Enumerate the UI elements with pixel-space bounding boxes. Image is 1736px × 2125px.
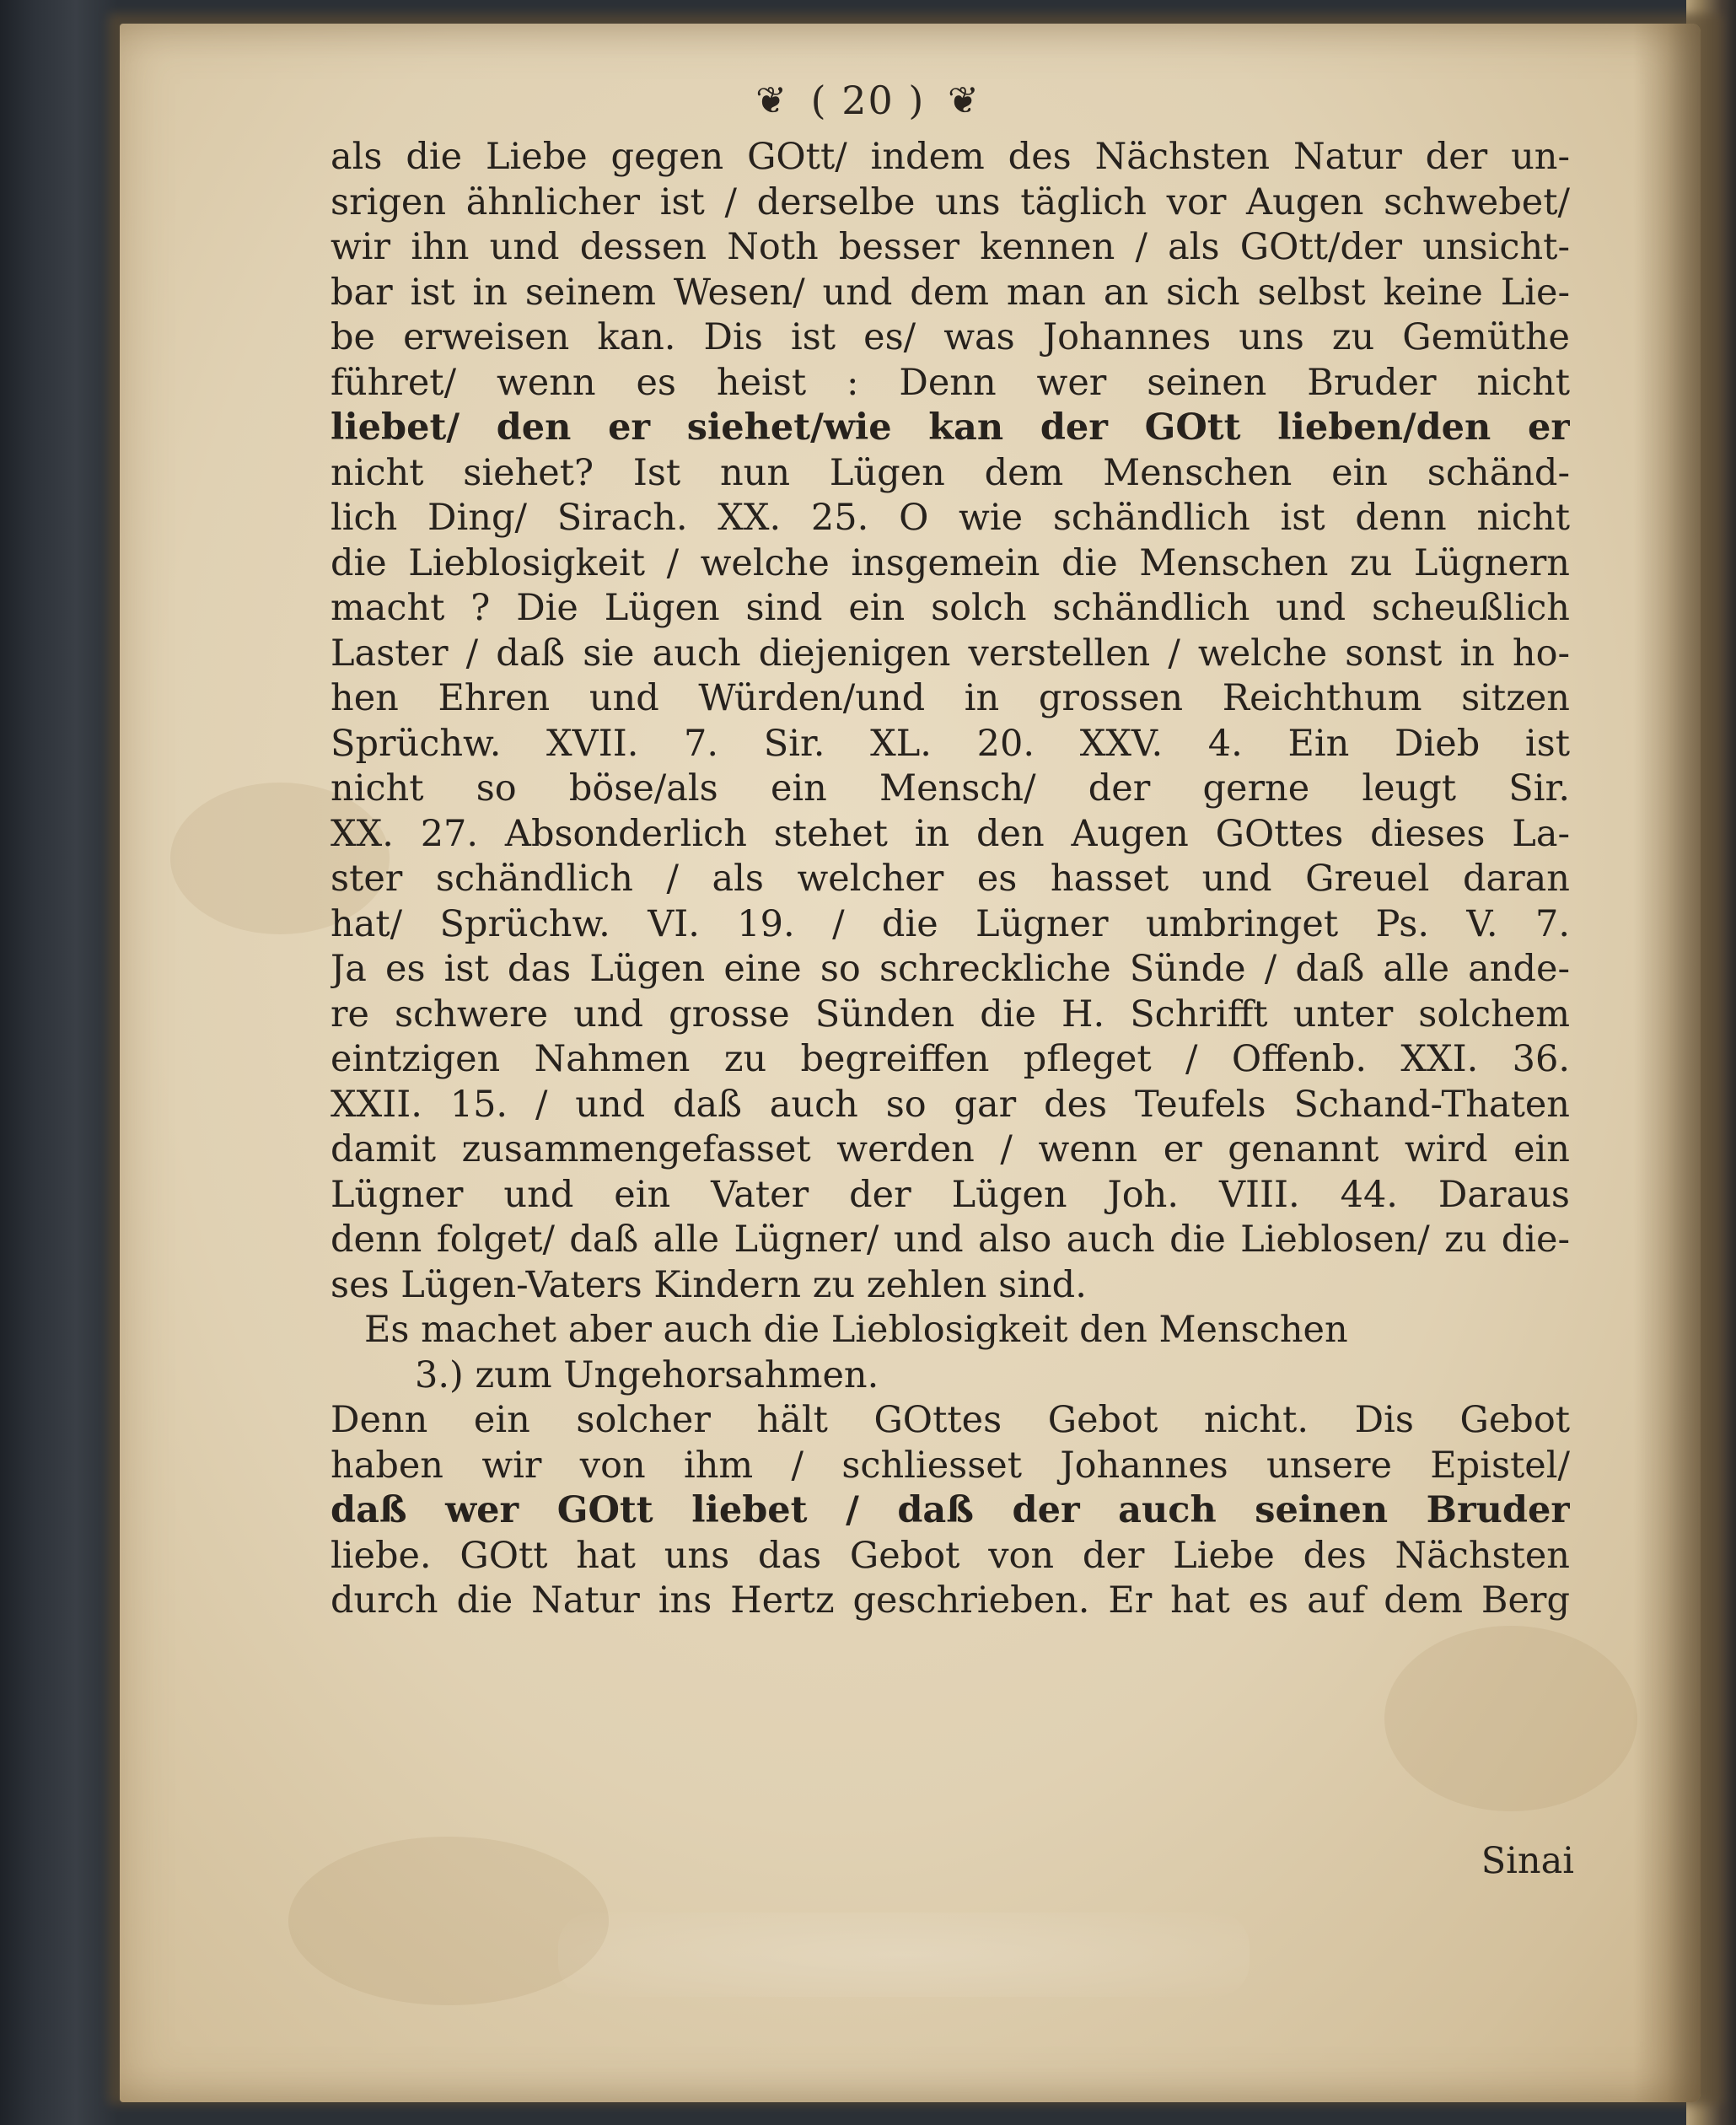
text-line: XX. 27. Absonderlich stehet in den Augen GOttes dieses La-: [331, 812, 1570, 855]
text-line: Es machet aber auch die Lieblosigkeit den Menschen: [364, 1309, 1348, 1351]
text-line: lich Ding/ Sirach. XX. 25. O wie schändlich ist denn nicht: [331, 497, 1570, 539]
text-line: nicht siehet? Ist nun Lügen dem Menschen ein schänd-: [331, 451, 1570, 494]
text-line: daß wer GOtt liebet / daß der auch seinen Bruder: [331, 1489, 1570, 1531]
text-line: als die Liebe gegen GOtt/ indem des Nächsten Natur der un-: [331, 136, 1570, 178]
paper-emboss: [558, 1912, 1250, 1997]
paper-stain: [1384, 1626, 1637, 1811]
ornament-right-icon: ❦: [947, 78, 981, 122]
text-line: XXII. 15. / und daß auch so gar des Teufels Schand-Thaten: [331, 1083, 1570, 1126]
text-line: hen Ehren und Würden/und in grossen Reichthum sitzen: [331, 677, 1570, 719]
text-line: liebe. GOtt hat uns das Gebot von der Liebe des Nächsten: [331, 1534, 1570, 1577]
ornament-left-icon: ❦: [755, 78, 789, 122]
catchword: Sinai: [1481, 1840, 1574, 1882]
text-line: wir ihn und dessen Noth besser kennen / als GOtt/der unsicht-: [331, 226, 1570, 268]
text-line: führet/ wenn es heist : Denn wer seinen Bruder nicht: [331, 361, 1570, 404]
text-line: liebet/ den er siehet/wie kan der GOtt lieben/den er: [331, 406, 1570, 449]
section-heading: 3.) zum Ungehorsahmen.: [415, 1353, 879, 1396]
page-number: ( 20 ): [810, 78, 926, 123]
text-line: eintzigen Nahmen zu begreiffen pfleget / Offenb. XXI. 36.: [331, 1038, 1570, 1080]
page-fold-shadow: [1633, 24, 1701, 2102]
text-line: durch die Natur ins Hertz geschrieben. Er hat es auf dem Berg: [331, 1579, 1570, 1622]
text-line: ster schändlich / als welcher es hasset und Greuel daran: [331, 858, 1570, 900]
text-line: denn folget/ daß alle Lügner/ und also auch die Lieblosen/ zu die-: [331, 1219, 1570, 1261]
text-line: srigen ähnlicher ist / derselbe uns täglich vor Augen schwebet/: [331, 180, 1570, 223]
text-line: Ja es ist das Lügen eine so schreckliche Sünde / daß alle ande-: [331, 948, 1570, 990]
body-text: [331, 135, 1570, 1624]
text-line: re schwere und grosse Sünden die H. Schrifft unter solchem: [331, 993, 1570, 1036]
text-line: nicht so böse/als ein Mensch/ der gerne leugt Sir.: [331, 767, 1570, 810]
text-line: Laster / daß sie auch diejenigen verstellen / welche sonst in ho-: [331, 632, 1570, 675]
text-line: Lügner und ein Vater der Lügen Joh. VIII. 44. Daraus: [331, 1173, 1570, 1216]
text-line: haben wir von ihm / schliesset Johannes unsere Epistel/: [331, 1444, 1570, 1487]
text-line: be erweisen kan. Dis ist es/ was Johannes uns zu Gemüthe: [331, 316, 1570, 358]
paper-stain: [288, 1837, 609, 2005]
text-line: damit zusammengefasset werden / wenn er genannt wird ein: [331, 1128, 1570, 1170]
text-line: hat/ Sprüchw. VI. 19. / die Lügner umbringet Ps. V. 7.: [331, 902, 1570, 945]
page-header: [0, 74, 1736, 123]
text-line: die Lieblosigkeit / welche insgemein die Menschen zu Lügnern: [331, 541, 1570, 584]
text-line: bar ist in seinem Wesen/ und dem man an sich selbst keine Lie-: [331, 271, 1570, 314]
text-line: Sprüchw. XVII. 7. Sir. XL. 20. XXV. 4. Ein Dieb ist: [331, 722, 1570, 765]
text-line: macht ? Die Lügen sind ein solch schändlich und scheußlich: [331, 587, 1570, 629]
text-line: Denn ein solcher hält GOttes Gebot nicht. Dis Gebot: [331, 1399, 1570, 1441]
text-line: ses Lügen-Vaters Kindern zu zehlen sind.: [331, 1263, 1087, 1306]
